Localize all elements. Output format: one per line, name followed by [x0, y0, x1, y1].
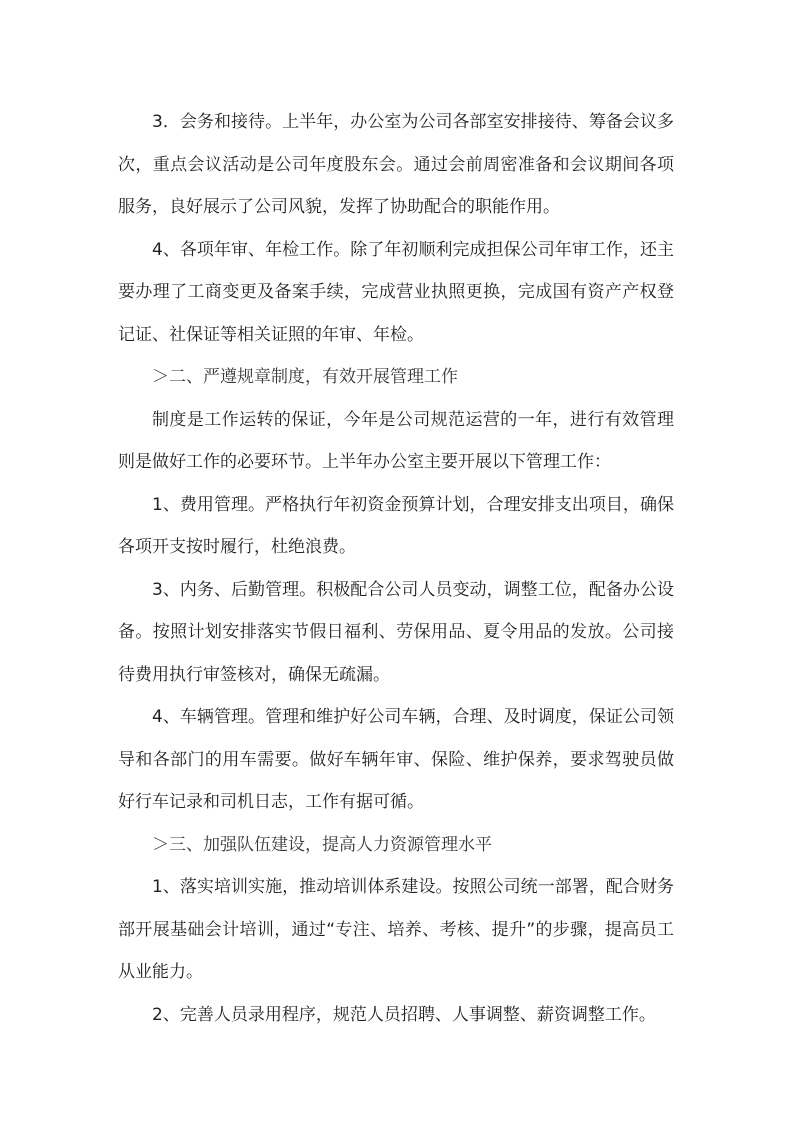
- paragraph-logistics-management: 3、内务、后勤管理。积极配合公司人员变动，调整工位，配备办公设备。按照计划安排落实节假日福利、劳保用品、夏令用品的发放。公司接待费用执行审签核对，确保无疏漏。: [118, 579, 674, 685]
- document-body: [118, 101, 674, 1036]
- paragraph-meetings-reception: 3．会务和接待。上半年，办公室为公司各部室安排接待、筹备会议多次，重点会议活动是公司年度股东会。通过会前周密准备和会议期间各项服务，良好展示了公司风貌，发挥了协助配合的职能作用。: [118, 112, 674, 217]
- paragraph-recruitment: 2、完善人员录用程序，规范人员招聘、人事调整、薪资调整工作。: [152, 1004, 656, 1025]
- section-heading-rules: ＞二、严遵规章制度，有效开展管理工作: [152, 367, 458, 387]
- paragraph-annual-review: 4、各项年审、年检工作。除了年初顺利完成担保公司年审工作，还主要办理了工商变更及备案手续，完成营业执照更换，完成国有资产产权登记证、社保证等相关证照的年审、年检。: [118, 239, 674, 345]
- paragraph-vehicle-management: 4、车辆管理。管理和维护好公司车辆，合理、及时调度，保证公司领导和各部门的用车需要。做好车辆年审、保险、维护保养，要求驾驶员做好行车记录和司机日志，工作有据可循。: [118, 707, 674, 812]
- paragraph-rules-intro: 制度是工作运转的保证，今年是公司规范运营的一年，进行有效管理则是做好工作的必要环节。上半年办公室主要开展以下管理工作：: [118, 409, 674, 472]
- paragraph-training: 1、落实培训实施，推动培训体系建设。按照公司统一部署，配合财务部开展基础会计培训，通过“专注、培养、考核、提升”的步骤，提高员工从业能力。: [118, 877, 674, 982]
- section-heading-team: ＞三、加强队伍建设，提高人力资源管理水平: [152, 834, 492, 855]
- paragraph-expense-management: 1、费用管理。严格执行年初资金预算计划，合理安排支出项目，确保各项开支按时履行，杜绝浪费。: [118, 494, 674, 557]
